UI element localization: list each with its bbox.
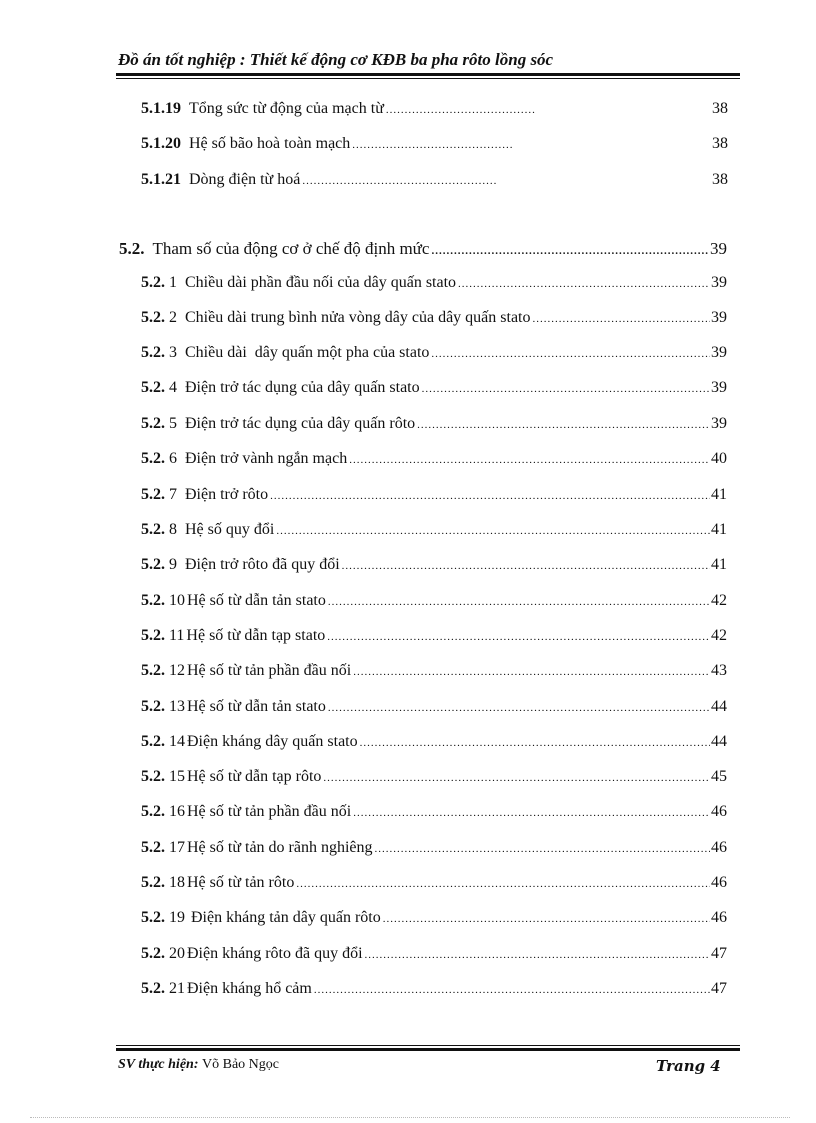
toc-entry-page: 43 <box>711 662 727 679</box>
toc-leader <box>342 560 710 572</box>
toc-entry-number: 5.2. 14 <box>141 733 185 750</box>
toc-entry-page: 41 <box>711 486 727 503</box>
toc-entry-page: 44 <box>711 698 727 715</box>
toc-entry[interactable] <box>141 839 727 857</box>
toc-entry[interactable] <box>141 874 727 892</box>
toc-leader <box>327 631 710 643</box>
toc-entry[interactable] <box>141 980 727 998</box>
toc-entry-title: Chiều dài dây quấn một pha của stato <box>185 344 430 361</box>
toc-entry-page: 38 <box>712 100 728 117</box>
toc-entry-number: 5.2. 16 <box>141 803 185 820</box>
toc-entry-title: Chiều dài trung bình nửa vòng dây của dây quấn stato <box>185 309 531 326</box>
footer-rule-thin <box>116 1045 740 1046</box>
author-label: SV thực hiện <box>118 1057 194 1072</box>
toc-entry-title: Hệ số từ dẫn tạp stato <box>186 627 326 644</box>
toc-entry[interactable] <box>141 768 727 786</box>
toc-entry-title: Dòng điện từ hoá <box>189 171 301 188</box>
toc-entry[interactable] <box>141 274 727 292</box>
toc-entry-title: Điện trở rôto <box>185 486 269 503</box>
toc-entry-title: Điện trở tác dụng của dây quấn stato <box>185 379 420 396</box>
toc-entry-title: Tổng sức từ động của mạch từ <box>189 100 384 117</box>
toc-leader <box>302 175 497 187</box>
toc-entry-page: 46 <box>711 803 727 820</box>
toc-leader <box>383 913 710 925</box>
toc-leader <box>532 313 710 325</box>
toc-entry-number: 5.2. 15 <box>141 768 185 785</box>
author-separator: : <box>193 1057 202 1072</box>
toc-entry-title: Hệ số từ dẫn tản stato <box>187 592 326 609</box>
toc-entry-title: Hệ số từ tản rôto <box>187 874 295 891</box>
toc-entry-title: Hệ số từ tản phần đầu nối <box>187 803 352 820</box>
footer-rule-thick <box>116 1048 740 1051</box>
toc-leader <box>352 139 512 151</box>
toc-entry-number: 5.2. 9 <box>141 556 177 573</box>
toc-entry-page: 39 <box>711 309 727 326</box>
toc-entry-number: 5.2. 3 <box>141 344 177 361</box>
toc-entry[interactable] <box>141 556 727 574</box>
toc-entry-number: 5.2. 7 <box>141 486 177 503</box>
header-rule-thick <box>116 73 740 76</box>
toc-entry-page: 46 <box>711 909 727 926</box>
toc-leader <box>323 772 710 784</box>
toc-leader <box>386 104 536 116</box>
toc-leader <box>353 666 710 678</box>
toc-entry-page: 45 <box>711 768 727 785</box>
toc-leader <box>431 245 709 257</box>
toc-leader <box>270 490 710 502</box>
toc-entry-title: Điện kháng rôto đã quy đổi <box>187 945 363 962</box>
toc-leader <box>296 878 710 890</box>
toc-entry-number: 5.2. 12 <box>141 662 185 679</box>
toc-entry-page: 38 <box>712 135 728 152</box>
toc-entry-number: 5.2. 17 <box>141 839 185 856</box>
toc-section-entry[interactable] <box>119 239 727 259</box>
toc-entry-title: Điện kháng dây quấn stato <box>187 733 358 750</box>
toc-entry-page: 42 <box>711 592 727 609</box>
toc-leader <box>276 525 710 537</box>
toc-entry-page: 47 <box>711 980 727 997</box>
toc-entry[interactable] <box>141 733 727 751</box>
toc-entry-page: 39 <box>711 415 727 432</box>
toc-entry-number: 5.2. 21 <box>141 980 185 997</box>
toc-entry-title: Hệ số quy đổi <box>185 521 275 538</box>
toc-entry-page: 39 <box>711 344 727 361</box>
author-line <box>118 1057 279 1073</box>
toc-entry-number: 5.2. 4 <box>141 379 177 396</box>
toc-entry-page: 41 <box>711 521 727 538</box>
toc-entry[interactable] <box>141 486 727 504</box>
toc-entry[interactable] <box>141 135 728 153</box>
page-number-label: Trang 4 <box>656 1057 721 1075</box>
toc-entry[interactable] <box>141 945 727 963</box>
toc-leader <box>314 984 710 996</box>
page-bottom-border <box>30 1117 790 1119</box>
toc-entry-number: 5.2. 11 <box>141 627 185 644</box>
toc-entry[interactable] <box>141 415 727 433</box>
toc-entry-number: 5.1.19 <box>141 100 181 117</box>
toc-section-page: 39 <box>710 239 727 258</box>
toc-entry[interactable] <box>141 171 728 189</box>
toc-leader <box>431 348 710 360</box>
toc-entry-page: 38 <box>712 171 728 188</box>
toc-entry-number: 5.1.21 <box>141 171 181 188</box>
toc-entry[interactable] <box>141 309 727 327</box>
toc-section-title: Tham số của động cơ ở chế độ định mức <box>152 239 430 258</box>
toc-entry-number: 5.2. 18 <box>141 874 185 891</box>
toc-entry[interactable] <box>141 803 727 821</box>
toc-entry-title: Hệ số bão hoà toàn mạch <box>189 135 351 152</box>
toc-entry-title: Hệ số từ tản do rãnh nghiêng <box>187 839 373 856</box>
toc-leader <box>360 737 710 749</box>
toc-entry-page: 47 <box>711 945 727 962</box>
header-rule-thin <box>116 78 740 79</box>
toc-entry-number: 5.2. 2 <box>141 309 177 326</box>
toc-leader <box>353 807 710 819</box>
toc-entry-title: Điện trở rôto đã quy đổi <box>185 556 340 573</box>
toc-entry-page: 46 <box>711 874 727 891</box>
toc-entry-title: Hệ số từ tản phần đầu nối <box>187 662 352 679</box>
toc-leader <box>365 949 710 961</box>
toc-leader <box>458 278 710 290</box>
toc-entry-number: 5.2. 6 <box>141 450 177 467</box>
toc-entry[interactable] <box>141 698 727 716</box>
toc-entry-number: 5.1.20 <box>141 135 181 152</box>
toc-entry[interactable] <box>141 521 727 539</box>
toc-entry[interactable] <box>141 379 727 397</box>
toc-entry[interactable] <box>141 662 727 680</box>
toc-entry-page: 39 <box>711 379 727 396</box>
toc-entry-page: 40 <box>711 450 727 467</box>
toc-entry-title: Chiều dài phần đầu nối của dây quấn stato <box>185 274 457 291</box>
toc-entry-page: 41 <box>711 556 727 573</box>
toc-entry-title: Hệ số từ dẫn tạp rôto <box>187 768 322 785</box>
toc-entry-number: 5.2. 13 <box>141 698 185 715</box>
toc-entry-title: Hệ số từ dẫn tản stato <box>187 698 326 715</box>
toc-entry[interactable] <box>141 627 727 645</box>
toc-entry[interactable] <box>141 592 727 610</box>
toc-entry-title: Điện trở vành ngắn mạch <box>185 450 348 467</box>
toc-entry-page: 42 <box>711 627 727 644</box>
toc-entry-page: 44 <box>711 733 727 750</box>
document-title: Đồ án tốt nghiệp : Thiết kế động cơ KĐB ba pha rôto lồng sóc <box>118 50 554 69</box>
toc-entry-number: 5.2. 5 <box>141 415 177 432</box>
toc-entry-title: Điện kháng tản dây quấn rôto <box>187 909 381 926</box>
toc-leader <box>328 702 710 714</box>
toc-entry-title: Điện trở tác dụng của dây quấn rôto <box>185 415 416 432</box>
toc-entry-title: Điện kháng hổ cảm <box>187 980 312 997</box>
toc-entry[interactable] <box>141 909 727 927</box>
toc-entry-number: 5.2. 8 <box>141 521 177 538</box>
toc-entry-number: 5.2. 20 <box>141 945 185 962</box>
toc-entry[interactable] <box>141 450 727 468</box>
toc-leader <box>417 419 710 431</box>
toc-entry-page: 46 <box>711 839 727 856</box>
toc-leader <box>375 843 710 855</box>
author-name: Võ Bảo Ngọc <box>202 1057 279 1072</box>
toc-entry-page: 39 <box>711 274 727 291</box>
toc-entry[interactable] <box>141 100 728 118</box>
toc-section-number: 5.2. <box>119 239 145 258</box>
toc-leader <box>422 383 710 395</box>
toc-entry-number: 5.2. 1 <box>141 274 177 291</box>
toc-entry-number: 5.2. 19 <box>141 909 185 926</box>
toc-leader <box>328 596 710 608</box>
toc-entry-number: 5.2. 10 <box>141 592 185 609</box>
toc-entry[interactable] <box>141 344 727 362</box>
toc-leader <box>349 454 710 466</box>
